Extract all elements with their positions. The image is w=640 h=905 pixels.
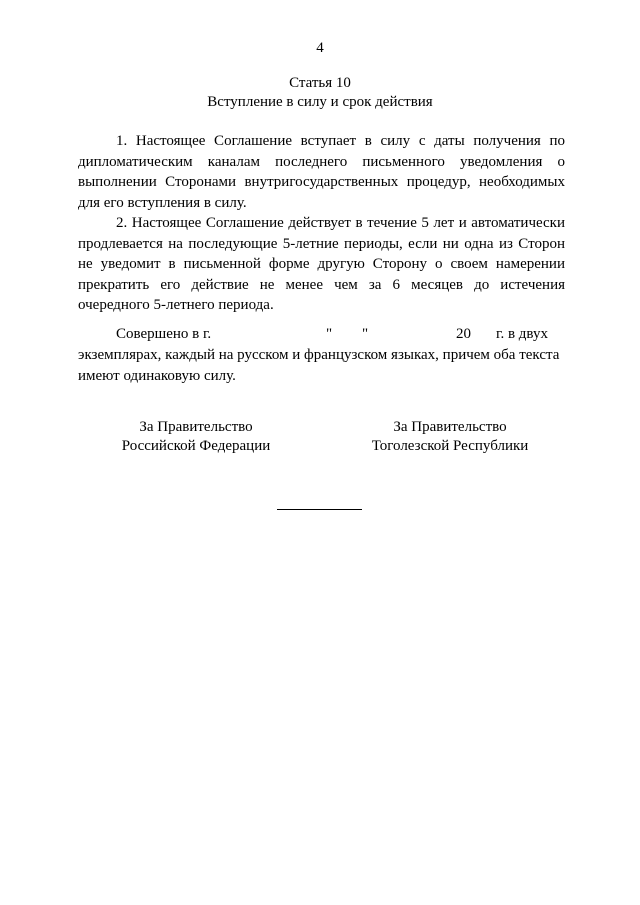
article-title: Статья 10 [289,75,351,91]
article-heading [0,74,640,112]
signature-right-line2: Тоголезской Республики [371,438,529,454]
article-body [78,131,565,316]
page-number: 4 [316,40,324,56]
done-place-text: Совершено в г. [116,326,212,342]
done-copies-text: г. в двух [496,326,548,342]
end-separator-line [277,509,362,510]
signature-left-line2: Российской Федерации [121,438,271,454]
done-clause [78,324,565,386]
done-clause-line [78,324,565,345]
done-quote-open: " [326,326,333,342]
done-continuation: экземплярах, каждый на русском и французском языках, причем оба текста имеют одинаковую силу. [78,347,560,384]
signature-right-line1: За Правительство [393,419,507,435]
paragraph-2: 2. Настоящее Соглашение действует в течение 5 лет и автоматически продлевается на последующие 5-летние периоды, если ни одна из Сторон не уведомит в письменной форме другую Сторону о своем намерении прекратить его действие не менее чем за 6 месяцев до истечения очередного 5-летнего периода. [78,215,565,313]
article-subtitle: Вступление в силу и срок действия [207,94,433,110]
done-quote-close: " [362,326,369,342]
paragraph-1: 1. Настоящее Соглашение вступает в силу с даты получения по дипломатическим каналам последнего письменного уведомления о выполнении Сторонами внутригосударственных процедур, необходимых для его вступления в силу. [78,133,565,211]
signature-left-line1: За Правительство [139,419,253,435]
done-year-prefix: 20 [456,326,471,342]
signature-left [96,418,296,456]
signature-right [350,418,550,456]
